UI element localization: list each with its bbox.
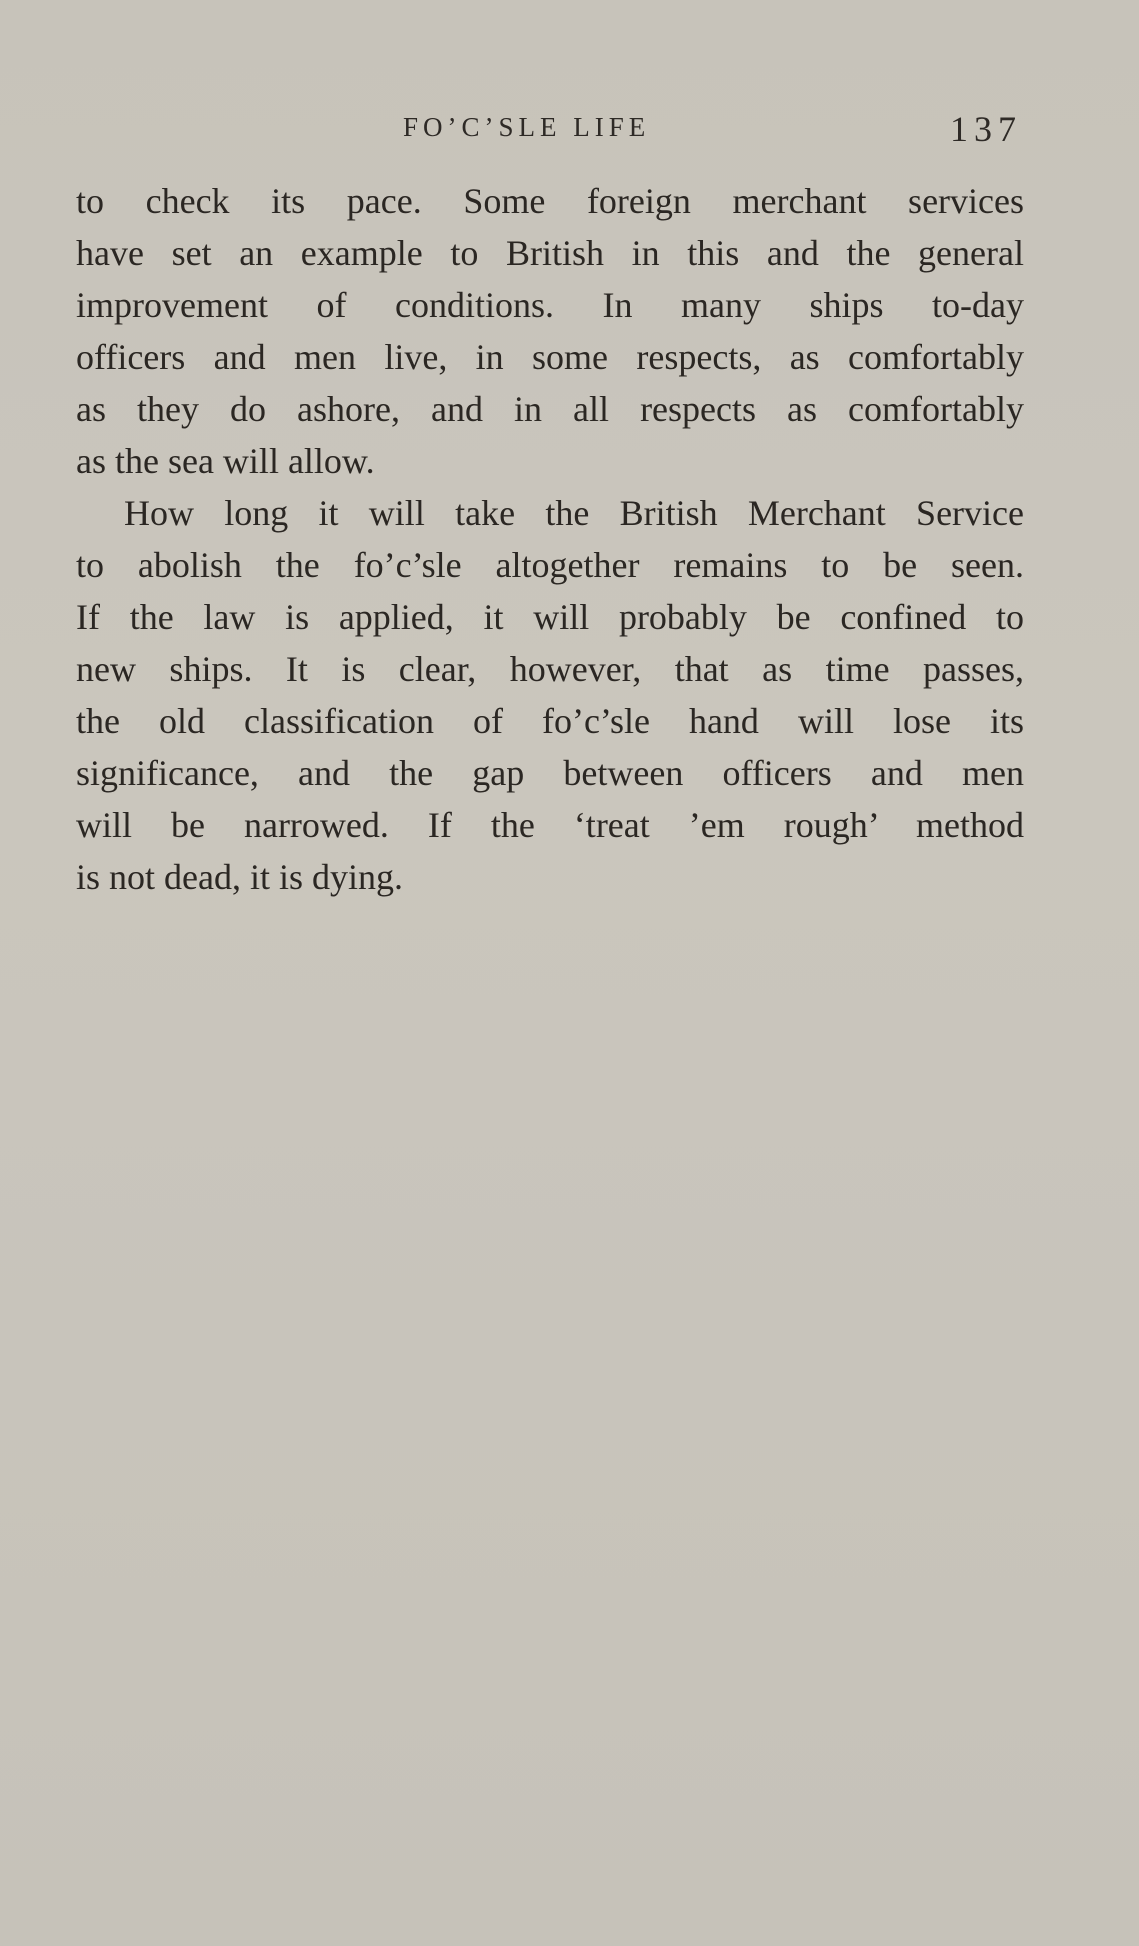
running-head — [0, 109, 1139, 152]
text-line: If the law is applied, it will probably be confined to — [76, 597, 1024, 637]
text-line: will be narrowed. If the ‘treat ’em rough’ method — [76, 805, 1024, 845]
text-line: officers and men live, in some respects, as comfortably — [76, 337, 1024, 377]
text-line: new ships. It is clear, however, that as time passes, — [76, 649, 1024, 689]
text-line: as the sea will allow. — [76, 441, 375, 481]
paragraph-2 — [76, 487, 1024, 903]
paragraph-1 — [76, 175, 1024, 487]
text-line: How long it will take the British Merchant Service — [124, 493, 1024, 533]
page-number: 137 — [950, 109, 1022, 149]
running-title: FO’C’SLE LIFE — [403, 112, 651, 142]
text-line: significance, and the gap between officers and men — [76, 753, 1024, 793]
text-line: is not dead, it is dying. — [76, 857, 403, 897]
text-line: as they do ashore, and in all respects as comfortably — [76, 389, 1024, 429]
body-text — [76, 175, 1024, 903]
text-line: have set an example to British in this and the general — [76, 233, 1024, 273]
text-line: to abolish the fo’c’sle altogether remains to be seen. — [76, 545, 1024, 585]
text-line: improvement of conditions. In many ships to-day — [76, 285, 1024, 325]
text-line: the old classification of fo’c’sle hand will lose its — [76, 701, 1024, 741]
text-line: to check its pace. Some foreign merchant services — [76, 181, 1024, 221]
